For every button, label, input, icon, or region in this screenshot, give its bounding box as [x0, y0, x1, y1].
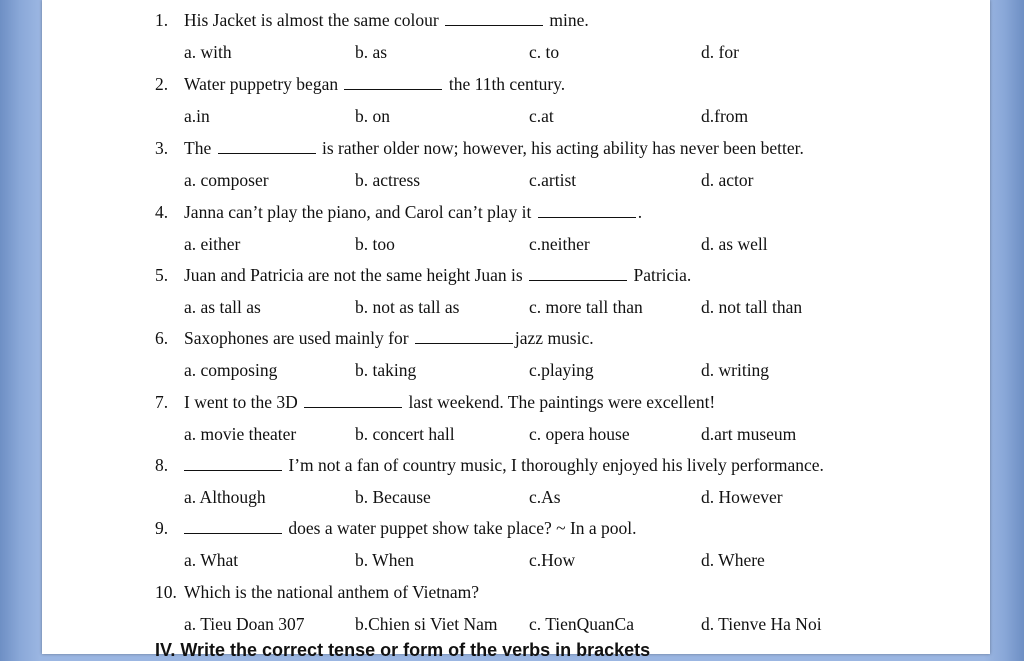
- option-d: d. for: [701, 42, 739, 62]
- question-text: [184, 138, 804, 159]
- option-d: d.from: [701, 106, 749, 126]
- option-d: d. not tall than: [701, 297, 803, 317]
- option-d: d. Where: [701, 550, 765, 570]
- question-number: 6.: [155, 328, 169, 348]
- question-stem: Janna can’t play the piano, and Carol can’t play it: [184, 202, 532, 222]
- option-a: a. Tieu Doan 307: [184, 614, 305, 634]
- answer-blank: [184, 455, 282, 471]
- question-10: [42, 582, 990, 606]
- question-5: [42, 265, 990, 289]
- question-1: [42, 10, 990, 34]
- option-b: b. When: [355, 550, 414, 570]
- options-3: [42, 170, 990, 194]
- question-tail: I’m not a fan of country music, I thoroughly enjoyed his lively performance.: [288, 455, 824, 475]
- option-a: a. Although: [184, 487, 266, 507]
- option-b: b. not as tall as: [355, 297, 460, 317]
- option-c: c.playing: [529, 360, 594, 380]
- answer-blank: [344, 74, 442, 90]
- option-b: b. concert hall: [355, 424, 455, 444]
- option-a: a. with: [184, 42, 232, 62]
- options-5: [42, 297, 990, 321]
- option-b: b. as: [355, 42, 388, 62]
- question-tail: jazz music.: [514, 328, 594, 348]
- option-c: c.at: [529, 106, 554, 126]
- option-a: a. composer: [184, 170, 269, 190]
- question-tail: the 11th century.: [448, 74, 566, 94]
- answer-blank: [304, 392, 402, 408]
- option-a: a.in: [184, 106, 210, 126]
- question-tail: does a water puppet show take place? ~ In a pool.: [288, 518, 637, 538]
- option-d: d.art museum: [701, 424, 797, 444]
- option-c: c. TienQuanCa: [529, 614, 634, 634]
- option-b: b. too: [355, 234, 395, 254]
- options-1: [42, 42, 990, 66]
- option-c: c. more tall than: [529, 297, 643, 317]
- question-8: [42, 455, 990, 479]
- option-a: a. either: [184, 234, 241, 254]
- question-text: [184, 455, 824, 476]
- options-2: [42, 106, 990, 130]
- option-b: b. on: [355, 106, 390, 126]
- option-c: c. opera house: [529, 424, 630, 444]
- question-stem: His Jacket is almost the same colour: [184, 10, 439, 30]
- question-tail: mine.: [549, 10, 589, 30]
- question-9: [42, 518, 990, 542]
- question-number: 7.: [155, 392, 169, 412]
- option-d: d. However: [701, 487, 783, 507]
- question-stem: Juan and Patricia are not the same height Juan is: [184, 265, 523, 285]
- question-text: [184, 74, 565, 95]
- option-b: b.Chien si Viet Nam: [355, 614, 498, 634]
- option-d: d. actor: [701, 170, 754, 190]
- answer-blank: [218, 138, 316, 154]
- option-c: c.artist: [529, 170, 577, 190]
- question-4: [42, 202, 990, 226]
- options-7: [42, 424, 990, 448]
- options-4: [42, 234, 990, 258]
- question-stem: Water puppetry began: [184, 74, 339, 94]
- question-text: Which is the national anthem of Vietnam?: [184, 582, 480, 602]
- question-2: [42, 74, 990, 98]
- question-6: [42, 328, 990, 352]
- options-6: [42, 360, 990, 384]
- question-text: [184, 518, 637, 539]
- option-d: d. Tienve Ha Noi: [701, 614, 822, 634]
- question-text: [184, 392, 715, 413]
- question-7: [42, 392, 990, 416]
- option-b: b. actress: [355, 170, 421, 190]
- question-tail: Patricia.: [633, 265, 692, 285]
- question-stem: I went to the 3D: [184, 392, 298, 412]
- option-a: a. movie theater: [184, 424, 297, 444]
- question-stem: Saxophones are used mainly for: [184, 328, 409, 348]
- option-a: a. composing: [184, 360, 278, 380]
- option-a: a. as tall as: [184, 297, 261, 317]
- option-c: c.As: [529, 487, 561, 507]
- option-b: b. Because: [355, 487, 431, 507]
- question-number: 3.: [155, 138, 169, 158]
- question-number: 8.: [155, 455, 169, 475]
- question-stem: The: [184, 138, 212, 158]
- option-c: c.neither: [529, 234, 590, 254]
- answer-blank: [529, 265, 627, 281]
- question-3: [42, 138, 990, 162]
- question-text: [184, 328, 594, 349]
- option-c: c.How: [529, 550, 576, 570]
- document-page: [42, 0, 990, 660]
- question-tail: is rather older now; however, his acting ability has never been better.: [321, 138, 804, 158]
- question-number: 4.: [155, 202, 169, 222]
- question-text: [184, 265, 691, 286]
- answer-blank: [538, 202, 636, 218]
- question-tail: last weekend. The paintings were excellent!: [408, 392, 716, 412]
- option-d: d. as well: [701, 234, 768, 254]
- question-tail: .: [637, 202, 643, 222]
- answer-blank: [415, 328, 513, 344]
- question-number: 9.: [155, 518, 169, 538]
- options-9: [42, 550, 990, 574]
- options-10: [42, 614, 990, 638]
- question-text: [184, 202, 642, 223]
- section-heading: IV. Write the correct tense or form of the verbs in brackets: [155, 640, 651, 660]
- answer-blank: [445, 10, 543, 26]
- option-b: b. taking: [355, 360, 417, 380]
- question-number: 10.: [155, 582, 177, 602]
- option-a: a. What: [184, 550, 239, 570]
- question-number: 2.: [155, 74, 169, 94]
- question-number: 1.: [155, 10, 169, 30]
- options-8: [42, 487, 990, 511]
- option-d: d. writing: [701, 360, 770, 380]
- question-number: 5.: [155, 265, 169, 285]
- answer-blank: [184, 518, 282, 534]
- question-text: [184, 10, 589, 31]
- option-c: c. to: [529, 42, 560, 62]
